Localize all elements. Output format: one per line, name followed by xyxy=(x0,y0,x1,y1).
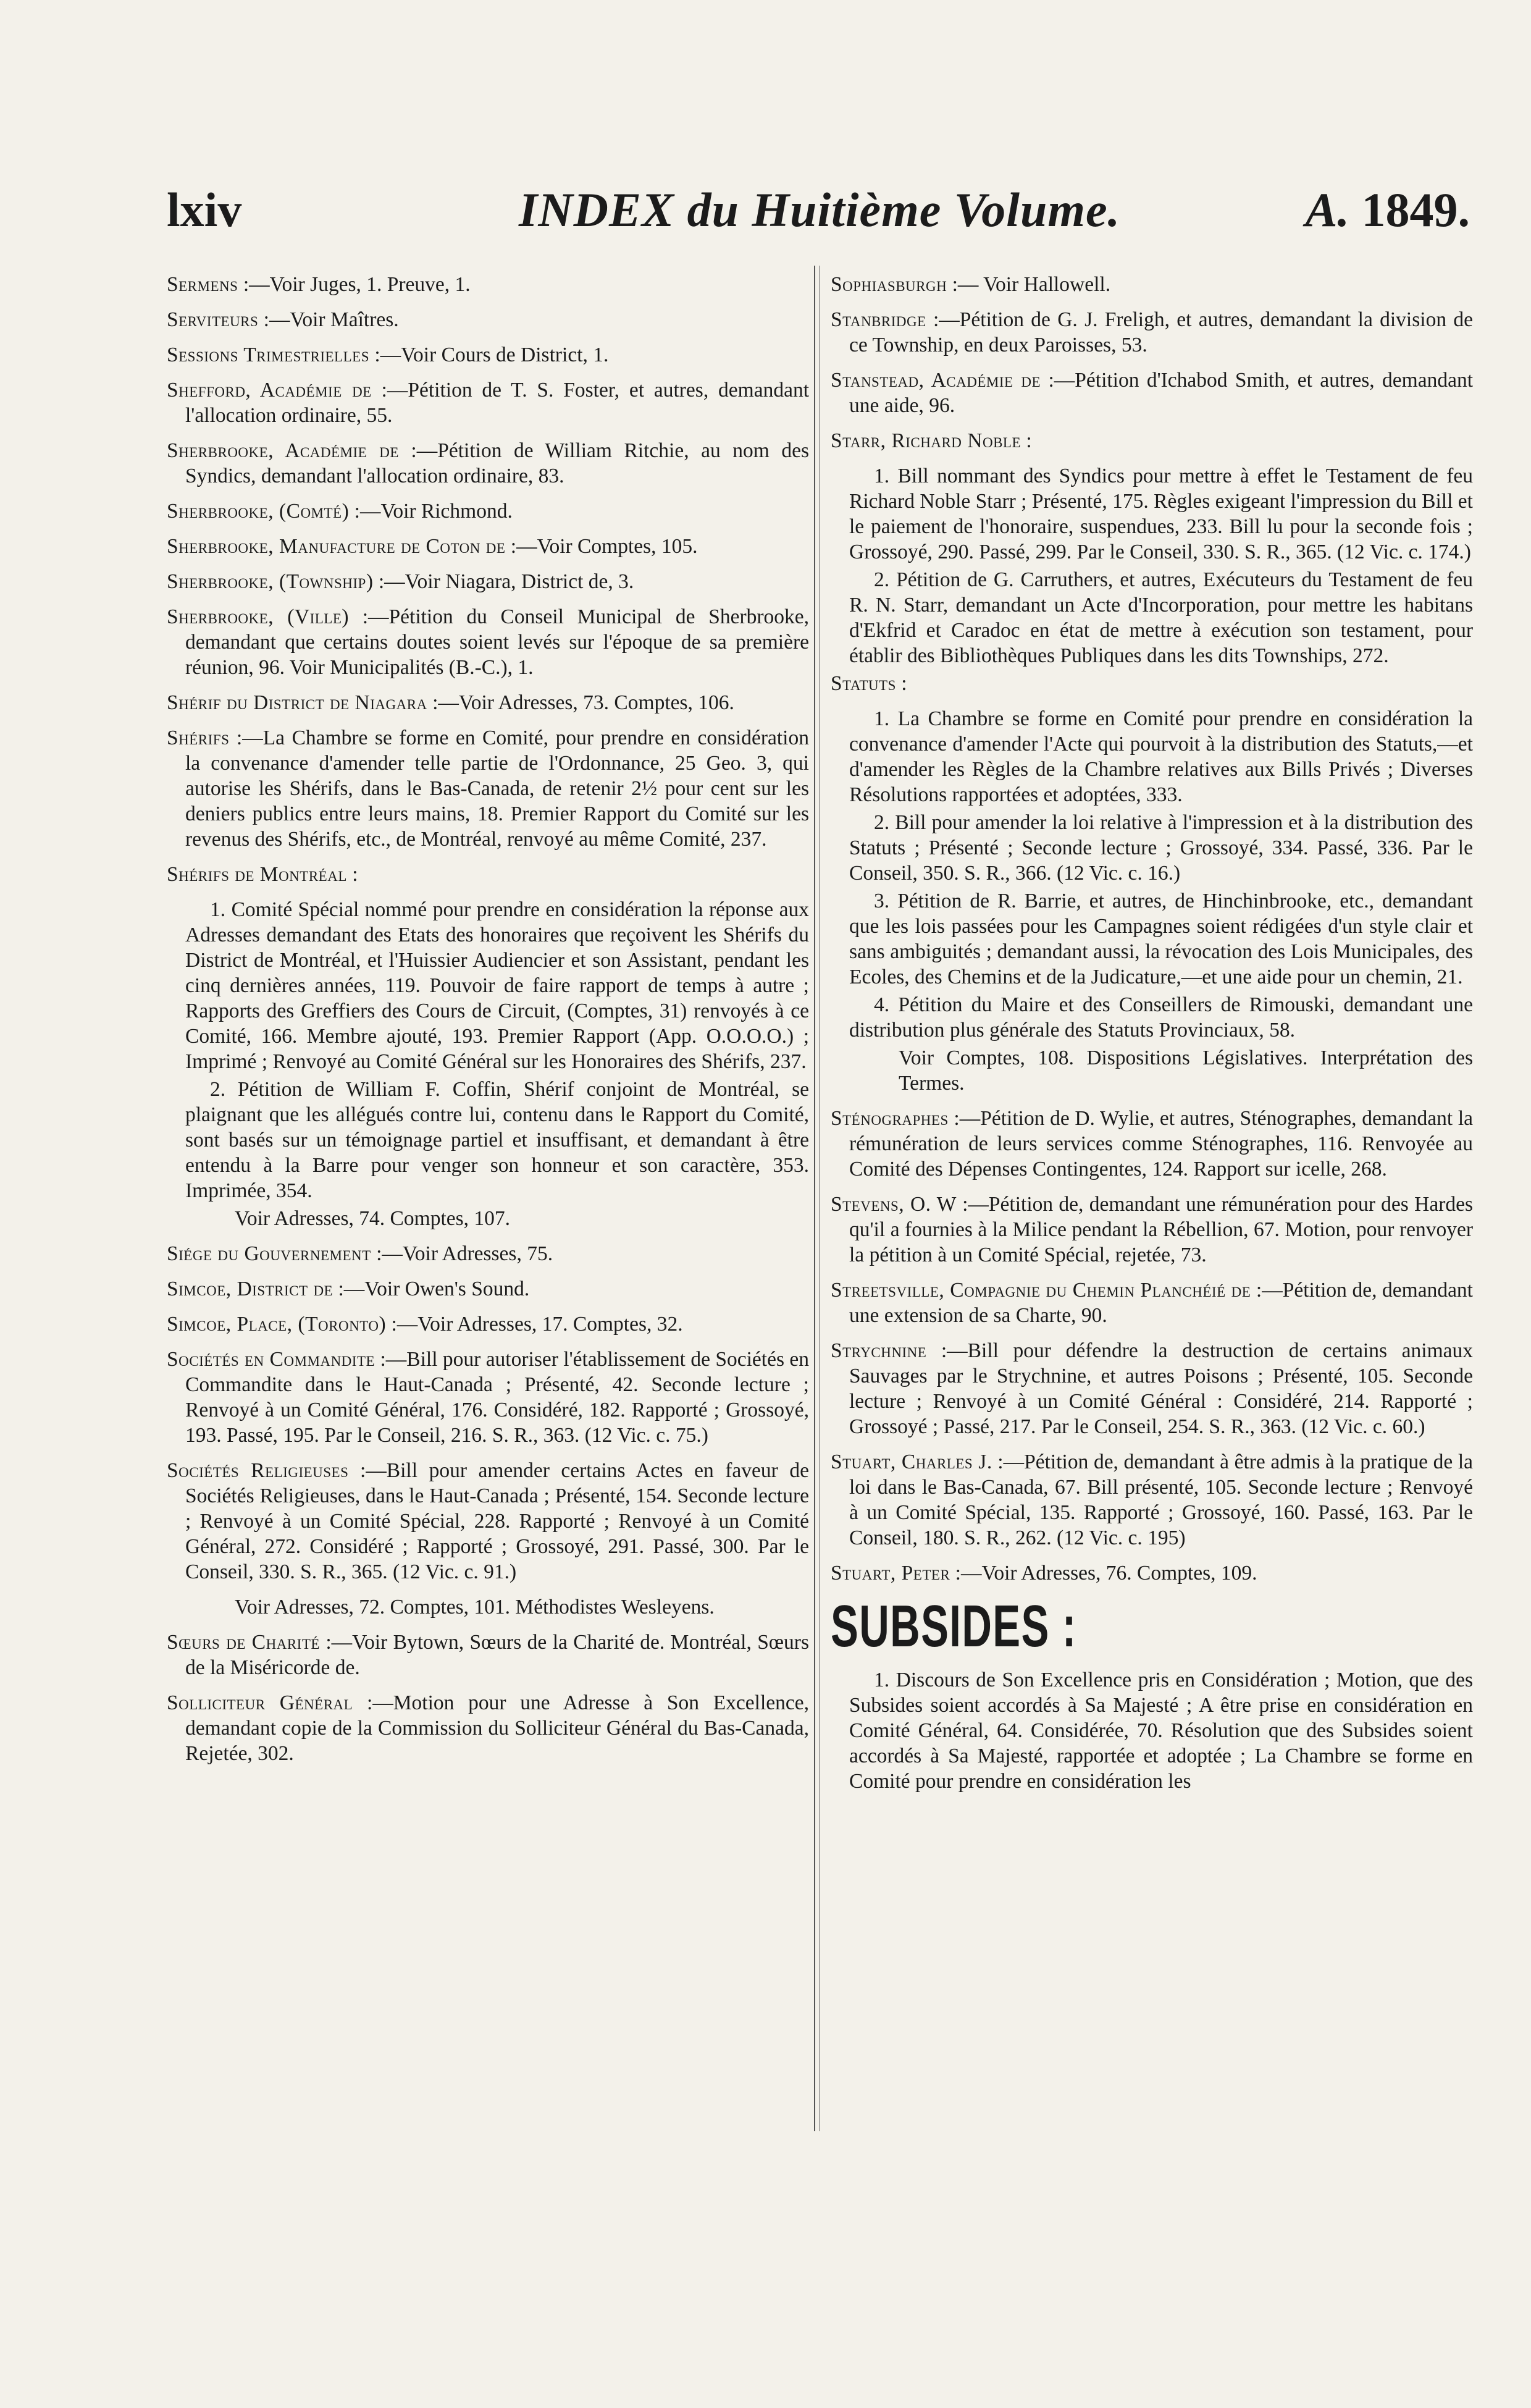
index-entry xyxy=(831,1560,1473,1586)
index-entry xyxy=(167,1241,809,1266)
year: 1849. xyxy=(1361,183,1470,237)
entry-heading: Solliciteur Général xyxy=(167,1691,353,1714)
index-entry xyxy=(831,1278,1473,1328)
entry-text: : xyxy=(896,672,907,695)
index-entry xyxy=(167,1311,809,1337)
entry-heading: Stuart, Peter xyxy=(831,1562,950,1585)
entry-text: :—Pétition d'Ichabod Smith, et autres, demandant une aide, 96. xyxy=(849,369,1473,417)
entry-text: :—Pétition de D. Wylie, et autres, Sténographes, demandant la rémunération de leurs services comme Sténographes, 116. Renvoyée au Comité des Dépenses Contingentes, 124. Rapport sur icelle, 268. xyxy=(849,1107,1473,1181)
entry-text: : xyxy=(1021,429,1032,452)
entry-heading: Stanbridge xyxy=(831,308,926,331)
entry-text: :—Pétition de T. S. Foster, et autres, demandant l'allocation ordinaire, 55. xyxy=(185,379,809,427)
entry-text: :—Voir Adresses, 73. Comptes, 106. xyxy=(427,691,734,714)
page-number: lxiv xyxy=(167,183,242,237)
entry-heading: Siége du Gouvernement xyxy=(167,1242,371,1265)
entry-text: :—Pétition de, demandant à être admis à la pratique de la loi dans le Bas-Canada, 67. Bill présenté, 105. Seconde lecture ; Renvoyé à un Comité Spécial, 135. Rapporté ; Grossoyé, 160. Passé, 163. Par le Conseil, 180. S. R., 262. (12 Vic. c. 195) xyxy=(849,1450,1473,1549)
index-entry xyxy=(831,1338,1473,1439)
right-column xyxy=(831,272,1473,1796)
index-entry xyxy=(831,1449,1473,1551)
index-entry xyxy=(167,1276,809,1302)
entry-heading: Stuart, Charles J. xyxy=(831,1450,992,1473)
entry-heading: Simcoe, Place, (Toronto) xyxy=(167,1313,387,1336)
index-entry xyxy=(831,1106,1473,1182)
entry-heading: Sociétés Religieuses xyxy=(167,1459,349,1482)
index-entry xyxy=(831,428,1473,453)
left-column xyxy=(167,272,809,1776)
entry-heading: Sophiasburgh xyxy=(831,273,947,296)
index-entry xyxy=(167,862,809,887)
index-entry xyxy=(167,342,809,368)
entry-text: :— Voir Hallowell. xyxy=(947,273,1111,296)
column-divider xyxy=(814,266,820,2131)
sub-entry: 3. Pétition de R. Barrie, et autres, de Hinchinbrooke, etc., demandant que les lois passées pour les Campagnes soient rédigées d'un style clair et sans ambiguités ; demandant aussi, la révocation des Lois Municipales, des Ecoles, des Chemins et de la Judicature,—et une aide pour un chemin, 21. xyxy=(849,890,1473,988)
index-entry xyxy=(167,307,809,332)
entry-text: :—Pétition de, demandant une rémunération pour des Hardes qu'il a fournies à la Milice pendant la Rébellion, 67. Motion, pour renvoyer la pétition à un Comité Spécial, rejetée, 73. xyxy=(849,1193,1473,1266)
entry-heading: Sociétés en Commandite xyxy=(167,1348,375,1371)
entry-heading: Sherbrooke, Manufacture de Coton de xyxy=(167,535,506,558)
entry-heading: Shefford, Académie de xyxy=(167,379,372,402)
entry-heading: Shérifs xyxy=(167,726,230,749)
entry-heading: Sténographes xyxy=(831,1107,949,1130)
entry-heading: Shérif du District de Niagara xyxy=(167,691,427,714)
see-also: Voir Adresses, 74. Comptes, 107. xyxy=(235,1207,511,1230)
index-entry xyxy=(167,690,809,715)
index-entry xyxy=(167,1458,809,1585)
entry-heading: Shérifs de Montréal xyxy=(167,863,347,886)
entry-heading: Strychnine xyxy=(831,1339,927,1362)
entry-text: :—Voir Comptes, 105. xyxy=(505,535,698,558)
see-also: Voir Adresses, 72. Comptes, 101. Méthodistes Wesleyens. xyxy=(235,1596,715,1619)
entry-heading: Sermens xyxy=(167,273,238,296)
sub-entry: 2. Bill pour amender la loi relative à l'impression et à la distribution des Statuts ; Présenté ; Seconde lecture ; Grossoyé, 334. Passé, 336. Par le Conseil, 350. S. R., 366. (12 Vic. c. 16.) xyxy=(849,811,1473,885)
section-heading: SUBSIDES : xyxy=(831,1593,1077,1659)
entry-text: :—Pétition de William Ritchie, au nom des Syndics, demandant l'allocation ordinaire, 83. xyxy=(185,439,809,487)
index-entry xyxy=(831,368,1473,418)
entry-heading: Sherbrooke, (Comté) xyxy=(167,500,350,523)
index-entry xyxy=(167,272,809,297)
entry-heading: Sœurs de Charité xyxy=(167,1631,320,1654)
index-entry xyxy=(167,377,809,428)
index-entry xyxy=(167,438,809,489)
entry-text: :—Voir Niagara, District de, 3. xyxy=(373,570,634,593)
index-entry xyxy=(167,569,809,594)
year-label xyxy=(1305,182,1470,238)
sub-entry: 2. Pétition de William F. Coffin, Shérif conjoint de Montréal, se plaignant que les allégués contre lui, contenu dans le Rapport du Comité, sont basés sur un témoignage partiel et insuffisant, et demandant à être entendu à la Barre pour venger son honneur et son caractère, 353. Imprimée, 354. xyxy=(185,1078,809,1202)
entry-heading: Starr, Richard Noble xyxy=(831,429,1021,452)
entry-text: :—Voir Juges, 1. Preuve, 1. xyxy=(238,273,471,296)
entry-text: :—Pétition du Conseil Municipal de Sherbrooke, demandant que certains doutes soient levés sur l'époque de sa première réunion, 96. Voir Municipalités (B.-C.), 1. xyxy=(185,605,809,679)
sub-entry: 1. Discours de Son Excellence pris en Considération ; Motion, que des Subsides soient accordés à Sa Majesté ; A être prise en considération en Comité Général, 64. Considérée, 70. Résolution que des Subsides soient accordés à Sa Majesté, rapportée et adoptée ; La Chambre se forme en Comité pour prendre en considération les xyxy=(849,1669,1473,1793)
entry-heading: Streetsville, Compagnie du Chemin Planchéié de xyxy=(831,1279,1251,1302)
year-prefix: A. xyxy=(1305,183,1349,237)
entry-text: :—Pétition de, demandant une extension de sa Charte, 90. xyxy=(849,1279,1473,1327)
entry-text: :—Voir Cours de District, 1. xyxy=(369,343,609,366)
index-entry xyxy=(167,725,809,852)
index-entry xyxy=(167,1690,809,1766)
entry-text: :—Voir Bytown, Sœurs de la Charité de. Montréal, Sœurs de la Miséricorde de. xyxy=(185,1631,809,1679)
entry-text: :—Voir Adresses, 17. Comptes, 32. xyxy=(386,1313,683,1336)
entry-heading: Stevens, O. W xyxy=(831,1193,957,1216)
see-also: Voir Comptes, 108. Dispositions Législatives. Interprétation des Termes. xyxy=(899,1046,1473,1095)
entry-heading: Sessions Trimestrielles xyxy=(167,343,369,366)
entry-text: :—Motion pour une Adresse à Son Excellence, demandant copie de la Commission du Solliciteur Général du Bas-Canada, Rejetée, 302. xyxy=(185,1691,810,1765)
index-entry xyxy=(831,272,1473,297)
index-entry xyxy=(167,1347,809,1448)
entry-heading: Serviteurs xyxy=(167,308,259,331)
sub-entry: 4. Pétition du Maire et des Conseillers de Rimouski, demandant une distribution plus générale des Statuts Provinciaux, 58. xyxy=(849,993,1473,1042)
entry-heading: Sherbrooke, (Township) xyxy=(167,570,374,593)
index-entry xyxy=(167,1630,809,1680)
entry-heading: Sherbrooke, (Ville) xyxy=(167,605,350,628)
sub-entry: 1. La Chambre se forme en Comité pour prendre en considération la convenance d'amender l'Acte qui pourvoit à la distribution des Statuts,—et d'amender les Règles de la Chambre relatives aux Bills Privés ; Diverses Résolutions rapportées et adoptées, 333. xyxy=(849,707,1473,806)
entry-text: :—Bill pour défendre la destruction de certains animaux Sauvages par le Strychnine, et autres Poisons ; Présenté, 105. Seconde lecture ; Renvoyé à un Comité Général : Considéré, 214. Rapporté ; Grossoyé ; Passé, 217. Par le Conseil, 254. S. R., 363. (12 Vic. c. 60.) xyxy=(849,1339,1473,1438)
index-entry xyxy=(167,499,809,524)
entry-text: :—Voir Richmond. xyxy=(349,500,513,523)
index-entry xyxy=(831,671,1473,696)
entry-text: :—Voir Owen's Sound. xyxy=(333,1278,530,1300)
entry-heading: Stanstead, Académie de xyxy=(831,369,1041,392)
page-title: INDEX du Huitième Volume. xyxy=(519,183,1121,237)
entry-heading: Sherbrooke, Académie de xyxy=(167,439,399,462)
entry-text: :—Voir Adresses, 75. xyxy=(371,1242,553,1265)
entry-text: :—Voir Maîtres. xyxy=(258,308,399,331)
sub-entry: 1. Comité Spécial nommé pour prendre en considération la réponse aux Adresses demandant des Etats des honoraires que reçoivent les Shérifs du District de Montréal, et l'Huissier Audiencier et son Assistant, pendant les cinq dernières années, 119. Pouvoir de faire rapport de temps à autre ; Rapports des Greffiers des Cours de Circuit, (Comptes, 31) renvoyés à ce Comité, 166. Membre ajouté, 193. Premier Rapport (App. O.O.O.O.) ; Imprimé ; Renvoyé au Comité Général sur les Honoraires des Shérifs, 237. xyxy=(185,898,809,1073)
entry-text: :—Voir Adresses, 76. Comptes, 109. xyxy=(950,1562,1257,1585)
index-entry xyxy=(831,307,1473,358)
sub-entry: 1. Bill nommant des Syndics pour mettre à effet le Testament de feu Richard Noble Starr ; Présenté, 175. Règles exigeant l'impression du Bill et le paiement de l'honoraire, suspendues, 233. Bill lu pour la seconde fois ; Grossoyé, 290. Passé, 299. Par le Conseil, 330. S. R., 365. (12 Vic. c. 174.) xyxy=(849,465,1473,563)
page-header xyxy=(167,182,1470,238)
entry-heading: Simcoe, District de xyxy=(167,1278,333,1300)
entry-text: :—Bill pour amender certains Actes en faveur de Sociétés Religieuses, dans le Haut-Canada ; Présenté, 154. Seconde lecture ; Renvoyé à un Comité Spécial, 228. Rapporté ; Renvoyé à un Comité Général, 272. Considéré ; Rapporté ; Grossoyé, 291. Passé, 300. Par le Conseil, 330. S. R., 365. (12 Vic. c. 91.) xyxy=(185,1459,809,1583)
entry-text: : xyxy=(346,863,358,886)
entry-text: :—Bill pour autoriser l'établissement de Sociétés en Commandite dans le Haut-Canada ; Présenté, 42. Seconde lecture ; Renvoyé à un Comité Général, 176. Considéré, 182. Rapporté ; Grossoyé, 193. Passé, 195. Par le Conseil, 216. S. R., 363. (12 Vic. c. 75.) xyxy=(185,1348,809,1447)
entry-text: :—Pétition de G. J. Freligh, et autres, demandant la division de ce Township, en deux Paroisses, 53. xyxy=(849,308,1473,356)
entry-text: :—La Chambre se forme en Comité, pour prendre en considération la convenance d'amender telle partie de l'Ordonnance, 25 Geo. 3, qui autorise les Shérifs, dans le Bas-Canada, de retenir 2½ pour cent sur les deniers publics entre leurs mains, 18. Premier Rapport du Comité sur les revenus des Shérifs, etc., de Montréal, renvoyé au même Comité, 237. xyxy=(185,726,809,851)
sub-entry: 2. Pétition de G. Carruthers, et autres, Exécuteurs du Testament de feu R. N. Starr, demandant un Acte d'Incorporation, pour mettre les habitans d'Ekfrid et Caradoc en état de mettre à exécution son testament, pour établir des Bibliothèques Publiques dans les dits Townships, 272. xyxy=(849,568,1473,667)
entry-heading: Statuts xyxy=(831,672,896,695)
index-entry xyxy=(167,534,809,559)
index-entry xyxy=(167,604,809,680)
index-entry xyxy=(831,1192,1473,1268)
